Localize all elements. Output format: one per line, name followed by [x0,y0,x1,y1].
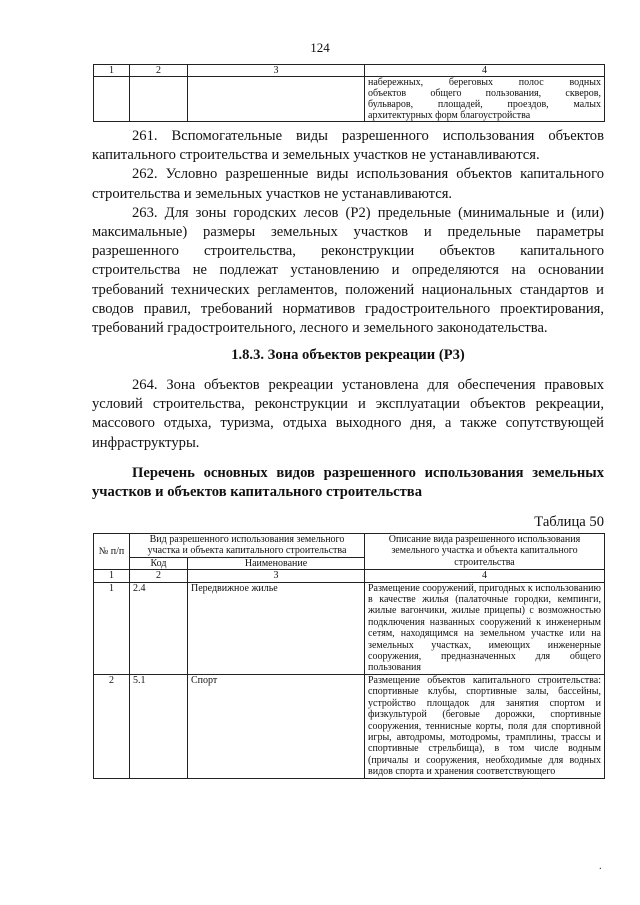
row-num: 2 [94,674,130,778]
col-number-3: 3 [188,65,365,77]
header-vid: Вид разрешенного использования земельного участка и объекта капитального строительства [130,534,365,558]
row-description: Размещение объектов капитального строительства: спортивные клубы, спортивные залы, бассейны, устройство площадок для занятия спортом и физкультурой (беговые дорожки, спортивные сооружения, теннисные корты, поля для спортивной игры, автодромы, мотодромы, трамплины, трассы и спортивные стрельбища), в том числе водным (причалы и сооружения, необходимые для водных видов спорта и хранения соответствующего [365,674,605,778]
col-number-2: 2 [130,65,188,77]
row-code: 2.4 [130,582,188,674]
header-kod: Код [130,557,188,569]
main-table-header-row [94,534,605,558]
continued-cell-empty [188,77,365,122]
paragraph-262: 262. Условно разрешенные виды использования объектов капитального строительства и земельных участков не устанавливаются. [92,166,604,202]
page-number: 124 [310,40,330,55]
header-desc: Описание вида разрешенного использования земельного участка и объекта капитального строительства [365,534,605,570]
paragraph-261: 261. Вспомогательные виды разрешенного использования объектов капитального строительства и земельных участков не устанавливаются. [92,128,604,164]
col-number-1: 1 [94,570,130,582]
table-row [94,582,605,674]
continued-line: бульваров, площадей, проездов, малых [368,99,601,110]
main-table-colnum-row [94,570,605,582]
continued-table-header-row [94,65,605,77]
main-table [93,533,605,779]
row-num: 1 [94,582,130,674]
header-num: № п/п [94,534,130,570]
col-number-4: 4 [365,65,605,77]
table-row [94,674,605,778]
table-caption: Таблица 50 [534,514,604,530]
row-code: 5.1 [130,674,188,778]
col-number-4: 4 [365,570,605,582]
row-description: Размещение сооружений, пригодных к использованию в качестве жилья (палаточные городки, кемпинги, жилые вагончики, жилые прицепы) с возможностью подключения названных сооружений к инженерным сетям, находящимся на земельном участке или на земельных участках, имеющих инженерные сооружения, предназначенных для общего пользования [365,582,605,674]
header-name: Наименование [188,557,365,569]
continued-description [365,77,605,122]
continued-line: архитектурных форм благоустройства [368,110,531,121]
continued-cell-empty [94,77,130,122]
continued-line: объектов общего пользования, скверов, [368,88,601,99]
continued-table-row [94,77,605,122]
list-heading: Перечень основных видов разрешенного использования земельных участков и объектов капитального строительства [92,465,604,500]
corner-mark: · [598,864,602,875]
paragraph-264-block [92,376,604,453]
col-number-1: 1 [94,65,130,77]
continued-cell-empty [130,77,188,122]
section-heading: 1.8.3. Зона объектов рекреации (Р3) [231,347,465,363]
paragraphs-block [92,127,604,338]
col-number-3: 3 [188,570,365,582]
continued-table [93,64,605,122]
paragraph-264: 264. Зона объектов рекреации установлена для обеспечения правовых условий строительства, реконструкции и эксплуатации объектов рекреации, массового отдыха, туризма, отдыха выходного дня, а также сопутствующей инфраструктуры. [92,377,604,451]
row-name: Передвижное жилье [188,582,365,674]
row-name: Спорт [188,674,365,778]
continued-line: набережных, береговых полос водных [368,77,601,88]
paragraph-263: 263. Для зоны городских лесов (Р2) предельные (минимальные и (или) максимальные) размеры земельных участков и предельные параметры разрешенного строительства, реконструкции объектов капитального строительства не подлежат установлению и определяются на основании требований технических регламентов, положений национальных стандартов и сводов правил, требований нормативов градостроительного проектирования, требований градостроительного, лесного и земельного законодательства. [92,204,604,337]
col-number-2: 2 [130,570,188,582]
